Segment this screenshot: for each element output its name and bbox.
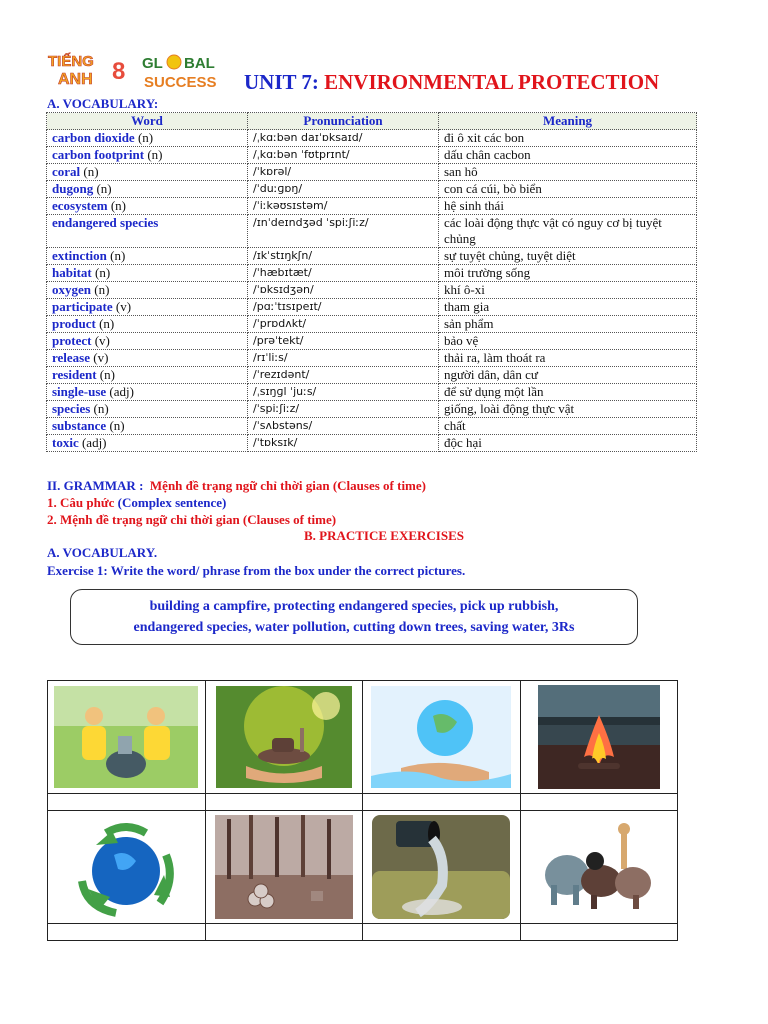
- vocab-meaning: sự tuyệt chủng, tuyệt diệt: [439, 248, 697, 265]
- endangered-animals-photo: [537, 815, 661, 919]
- unit-label: UNIT 7:: [244, 70, 319, 94]
- vocab-meaning: thải ra, làm thoát ra: [439, 350, 697, 367]
- picture-cell: [520, 811, 678, 924]
- vocab-pronunciation: /ˈprɒdʌkt/: [248, 316, 439, 333]
- picture-cell: [363, 811, 521, 924]
- vocab-word: protect: [52, 333, 92, 348]
- vocab-word-cell: [47, 248, 248, 265]
- campfire-photo: [538, 685, 660, 789]
- table-row: [47, 130, 697, 147]
- vocab-pronunciation: /ˈɒksɪdʒən/: [248, 282, 439, 299]
- vocab-word-cell: [47, 215, 248, 248]
- vocab-part-of-speech: (n): [94, 282, 110, 297]
- vocab-word-cell: [47, 164, 248, 181]
- vocab-word: product: [52, 316, 96, 331]
- vocab-pronunciation: /ˈtɒksɪk/: [248, 435, 439, 452]
- water-pollution-pipe-photo: [372, 815, 510, 919]
- vocab-word-cell: [47, 316, 248, 333]
- vocab-part-of-speech: (n): [99, 316, 115, 331]
- table-row: [47, 198, 697, 215]
- table-row: [47, 215, 697, 248]
- vocab-pronunciation: /ˌsɪŋɡl ˈjuːs/: [248, 384, 439, 401]
- vocab-meaning: khí ô-xi: [439, 282, 697, 299]
- vocab-word: single-use: [52, 384, 107, 399]
- vocab-pronunciation: /prəˈtekt/: [248, 333, 439, 350]
- vocab-meaning: môi trường sống: [439, 265, 697, 282]
- vocab-word: toxic: [52, 435, 79, 450]
- table-row: [47, 384, 697, 401]
- vocab-pronunciation: /ɪnˈdeɪndʒəd ˈspiːʃiːz/: [248, 215, 439, 248]
- vocab-meaning: san hô: [439, 164, 697, 181]
- vocab-word: participate: [52, 299, 113, 314]
- vocab-word-cell: [47, 265, 248, 282]
- vocab-pronunciation: /ˈspiːʃiːz/: [248, 401, 439, 418]
- picture-cell: [48, 681, 206, 794]
- vocab-pronunciation: /ˈsʌbstəns/: [248, 418, 439, 435]
- word-box-line-1: building a campfire, protecting endangered species, pick up rubbish,: [149, 599, 559, 614]
- vocab-meaning: bảo vệ: [439, 333, 697, 350]
- picture-cell: [520, 681, 678, 794]
- table-row: [47, 181, 697, 198]
- vocab-pronunciation: /rɪˈliːs/: [248, 350, 439, 367]
- page-title: [244, 70, 659, 95]
- vocab-part-of-speech: (n): [96, 181, 112, 196]
- grammar-heading: II. GRAMMAR : Mệnh đề trạng ngữ chỉ thời gian (Clauses of time): [47, 478, 426, 493]
- hands-holding-animals-photo: [216, 686, 352, 788]
- vocab-pronunciation: /pɑːˈtɪsɪpeɪt/: [248, 299, 439, 316]
- vocab-part-of-speech: (n): [94, 265, 111, 280]
- recycle-globe-photo: [66, 815, 186, 919]
- vocab-part-of-speech: (n): [110, 248, 126, 263]
- vocab-part-of-speech: (v): [115, 299, 132, 314]
- svg-text:BAL: BAL: [184, 55, 215, 72]
- vocab-word-cell: [47, 384, 248, 401]
- vocab-part-of-speech: (n): [109, 418, 125, 433]
- vocab-heading: A. VOCABULARY:: [47, 96, 159, 111]
- vocab-word: ecosystem: [52, 198, 108, 213]
- vocab-meaning: chất: [439, 418, 697, 435]
- table-row: [47, 367, 697, 384]
- vocab-word-cell: [47, 333, 248, 350]
- vocab-word: endangered species: [52, 215, 159, 230]
- practice-vocab-heading: A. VOCABULARY.: [47, 545, 158, 560]
- vocab-word-cell: [47, 282, 248, 299]
- vocab-meaning: dấu chân cacbon: [439, 147, 697, 164]
- vocab-pronunciation: /ˈhæbɪtæt/: [248, 265, 439, 282]
- table-row: [47, 435, 697, 452]
- svg-text:SUCCESS: SUCCESS: [144, 74, 217, 91]
- vocab-word: species: [52, 401, 91, 416]
- vocab-word: oxygen: [52, 282, 91, 297]
- picture-cell: [363, 681, 521, 794]
- vocab-word-cell: [47, 401, 248, 418]
- table-row: [47, 282, 697, 299]
- vocab-meaning: sản phẩm: [439, 316, 697, 333]
- vocab-word-cell: [47, 147, 248, 164]
- table-row: [47, 265, 697, 282]
- header-word: Word: [47, 113, 248, 130]
- svg-text:GL: GL: [142, 55, 163, 72]
- vocab-meaning: độc hại: [439, 435, 697, 452]
- answer-blank[interactable]: [520, 794, 678, 811]
- grammar-item-1: 1. Câu phức (Complex sentence): [47, 495, 227, 510]
- vocab-meaning: con cá cúi, bò biển: [439, 181, 697, 198]
- vocab-part-of-speech: (v): [93, 350, 109, 365]
- hands-water-globe-photo: [371, 686, 511, 788]
- vocab-meaning: để sử dụng một lần: [439, 384, 697, 401]
- people-picking-rubbish-photo: [54, 686, 198, 788]
- vocab-part-of-speech: (n): [99, 367, 115, 382]
- table-row: [47, 333, 697, 350]
- vocab-word-cell: [47, 418, 248, 435]
- vocab-word: dugong: [52, 181, 94, 196]
- vocab-word-cell: [47, 367, 248, 384]
- answer-blank[interactable]: [205, 924, 363, 941]
- vocab-meaning: giống, loài động thực vật: [439, 401, 697, 418]
- vocab-pronunciation: /ˈrezɪdənt/: [248, 367, 439, 384]
- answer-blank[interactable]: [48, 794, 206, 811]
- vocab-word: extinction: [52, 248, 107, 263]
- svg-text:TIẾNG: TIẾNG: [48, 53, 94, 70]
- vocab-word: substance: [52, 418, 107, 433]
- vocab-part-of-speech: (n): [83, 164, 99, 179]
- vocab-part-of-speech: (v): [94, 333, 110, 348]
- vocab-part-of-speech: (adj): [81, 435, 107, 450]
- vocab-pronunciation: /ˈduːɡɒŋ/: [248, 181, 439, 198]
- picture-cell: [48, 811, 206, 924]
- vocab-word: habitat: [52, 265, 92, 280]
- vocab-word: carbon dioxide: [52, 130, 135, 145]
- vocab-word-cell: [47, 198, 248, 215]
- picture-cell: [205, 811, 363, 924]
- vocab-pronunciation: /ˈkɒrəl/: [248, 164, 439, 181]
- picture-cell: [205, 681, 363, 794]
- vocab-word-cell: [47, 299, 248, 316]
- table-row: [47, 299, 697, 316]
- vocab-meaning: tham gia: [439, 299, 697, 316]
- table-header-row: [47, 113, 697, 130]
- vocab-pronunciation: /ˌkɑːbən daɪˈɒksaɪd/: [248, 130, 439, 147]
- table-row: [47, 418, 697, 435]
- vocab-word-cell: [47, 350, 248, 367]
- vocab-word: resident: [52, 367, 97, 382]
- table-row: [47, 147, 697, 164]
- vocab-part-of-speech: (n): [110, 198, 127, 213]
- table-row: [47, 350, 697, 367]
- vocab-meaning: các loài động thực vật có nguy cơ bị tuyệt chủng: [439, 215, 697, 248]
- word-box: [70, 589, 638, 645]
- word-box-line-2: endangered species, water pollution, cutting down trees, saving water, 3Rs: [133, 620, 575, 635]
- table-row: [47, 316, 697, 333]
- vocab-word-cell: [47, 435, 248, 452]
- vocab-word-cell: [47, 181, 248, 198]
- vocab-part-of-speech: (n): [137, 130, 154, 145]
- cut-trees-photo: [215, 815, 353, 919]
- header-meaning: Meaning: [439, 113, 697, 130]
- unit-topic: ENVIRONMENTAL PROTECTION: [324, 70, 660, 94]
- svg-text:ANH: ANH: [58, 71, 93, 88]
- vocab-part-of-speech: (n): [147, 147, 163, 162]
- vocab-word: release: [52, 350, 91, 365]
- vocab-word: coral: [52, 164, 81, 179]
- table-row: [47, 401, 697, 418]
- vocab-part-of-speech: (adj): [109, 384, 134, 399]
- tieng-anh-global-success-logo: [46, 46, 222, 94]
- vocab-pronunciation: /ˌkɑːbən ˈfʊtprɪnt/: [248, 147, 439, 164]
- practice-heading: B. PRACTICE EXERCISES: [303, 528, 464, 543]
- table-row: [47, 248, 697, 265]
- answer-blank[interactable]: [363, 794, 521, 811]
- table-row: [47, 164, 697, 181]
- picture-grid: [47, 680, 678, 941]
- vocab-pronunciation: /ɪkˈstɪŋkʃn/: [248, 248, 439, 265]
- vocab-meaning: hệ sinh thái: [439, 198, 697, 215]
- answer-blank[interactable]: [48, 924, 206, 941]
- vocab-word: carbon footprint: [52, 147, 145, 162]
- vocab-part-of-speech: (n): [93, 401, 109, 416]
- vocabulary-table: [46, 112, 697, 452]
- answer-blank[interactable]: [520, 924, 678, 941]
- svg-text:8: 8: [112, 58, 126, 85]
- grammar-item-2: 2. Mệnh đề trạng ngữ chỉ thời gian (Clauses of time): [47, 512, 337, 527]
- header-pronunciation: Pronunciation: [248, 113, 439, 130]
- answer-blank[interactable]: [363, 924, 521, 941]
- answer-blank[interactable]: [205, 794, 363, 811]
- exercise-1-instruction: Exercise 1: Write the word/ phrase from the box under the correct pictures.: [47, 563, 466, 578]
- vocab-meaning: người dân, dân cư: [439, 367, 697, 384]
- vocab-meaning: đi ô xit các bon: [439, 130, 697, 147]
- vocab-pronunciation: /ˈiːkəʊsɪstəm/: [248, 198, 439, 215]
- vocab-word-cell: [47, 130, 248, 147]
